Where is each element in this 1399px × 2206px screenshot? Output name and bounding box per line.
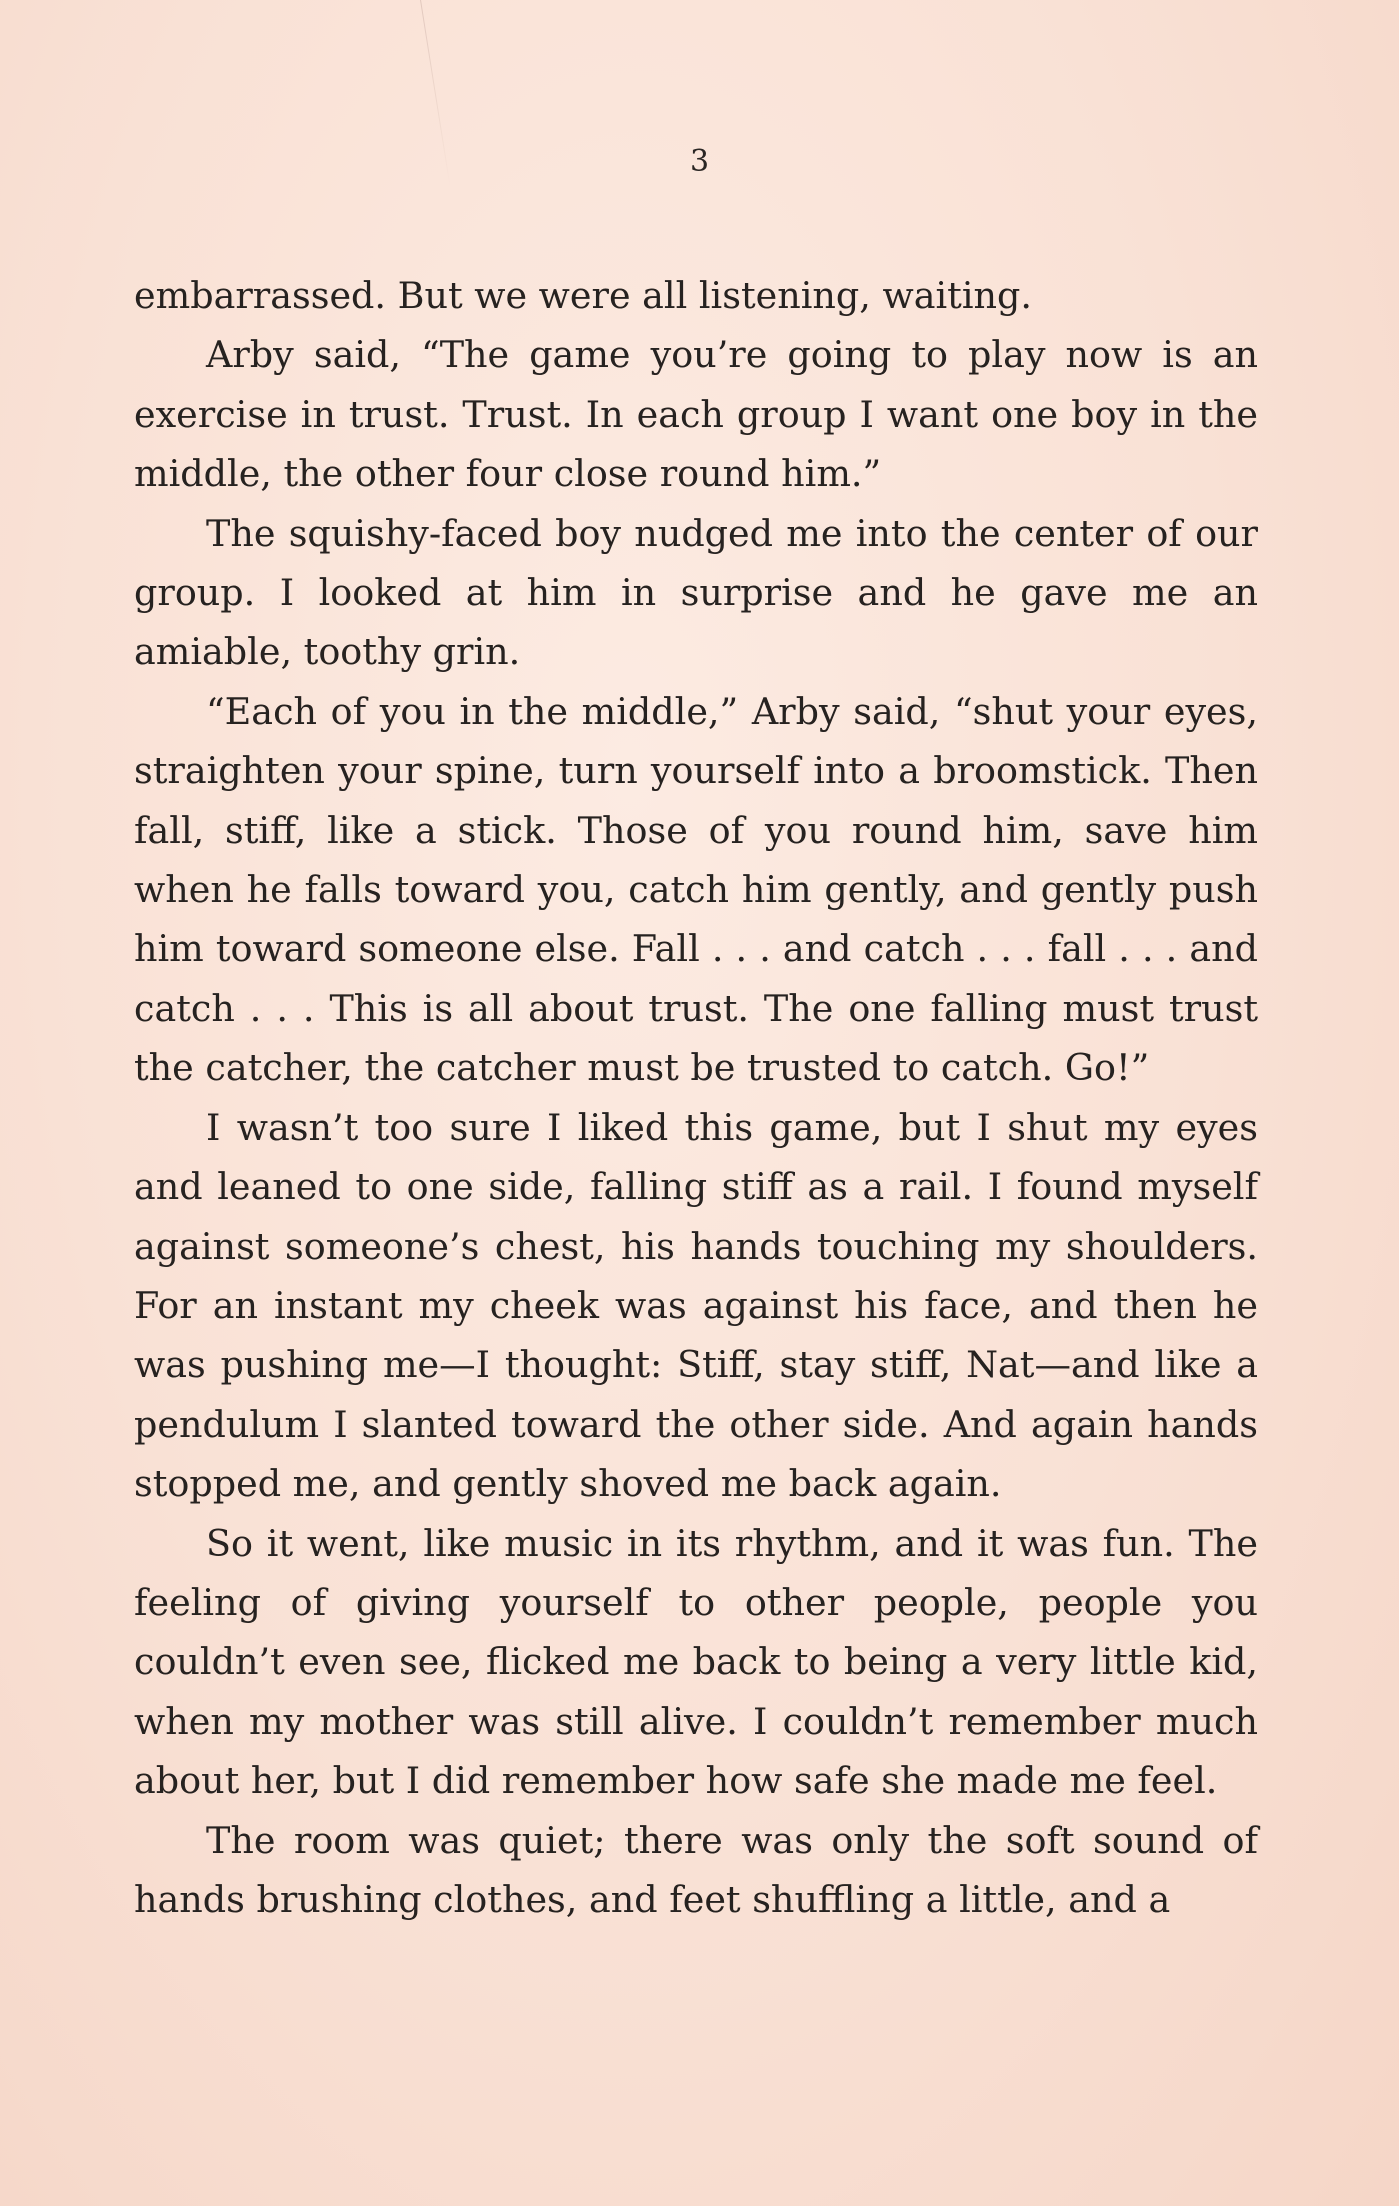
paragraph-3: The squishy-faced boy nudged me into the center of our group. I looked at him in surprise and he gave me an amiable, toothy grin. <box>134 511 1258 674</box>
body-text <box>134 266 1258 1929</box>
paragraph-6: So it went, like music in its rhythm, and it was fun. The feeling of giving yourself to other people, people you couldn’t even see, flicked me back to being a very little kid, when my mother was still alive. I couldn’t remember much about her, but I did remember how safe she made me feel. <box>134 1521 1258 1803</box>
paragraph-7: The room was quiet; there was only the soft sound of hands brushing clothes, and feet shuffling a little, and a <box>134 1818 1258 1921</box>
paragraph-4: “Each of you in the middle,” Arby said, “shut your eyes, straighten your spine, turn yourself into a broomstick. Then fall, stiff, like a stick. Those of you round him, save him when he falls toward you, catch him gently, and gently push him toward someone else. Fall . . . and catch . . . fall . . . and catch . . . This is all about trust. The one falling must trust the catcher, the catcher must be trusted to catch. Go!” <box>134 689 1258 1090</box>
paragraph-5: I wasn’t too sure I liked this game, but I shut my eyes and leaned to one side, falling stiff as a rail. I found myself against someone’s chest, his hands touching my shoulders. For an instant my cheek was against his face, and then he was pushing me—I thought: Stiff, stay stiff, Nat—and like a pendulum I slanted toward the other side. And again hands stopped me, and gently shoved me back again. <box>134 1105 1258 1506</box>
page-number: 3 <box>689 144 710 179</box>
paragraph-1: embarrassed. But we were all listening, waiting. <box>134 274 1032 317</box>
paragraph-2: Arby said, “The game you’re going to play now is an exercise in trust. Trust. In each group I want one boy in the middle, the other four close round him.” <box>134 333 1258 496</box>
